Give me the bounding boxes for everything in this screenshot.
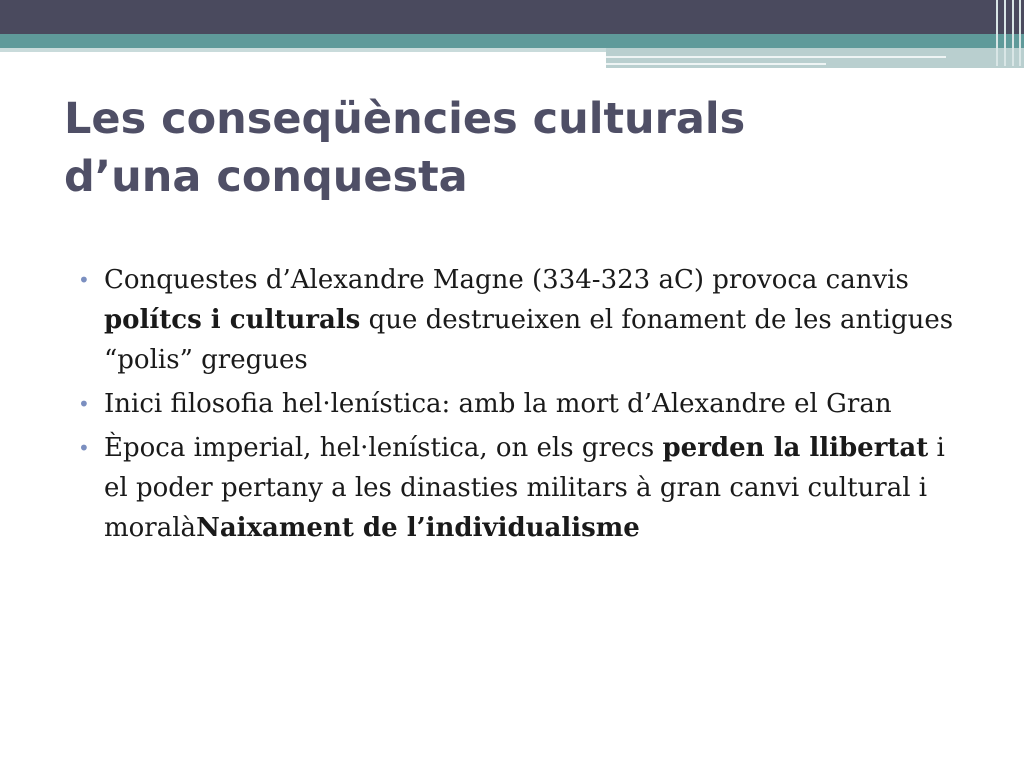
- bullet-item-hellenistic-philosophy: [78, 384, 958, 424]
- bullet-icon: •: [78, 268, 90, 292]
- bullet-icon: •: [78, 392, 90, 416]
- header-band-teal: [0, 34, 1024, 48]
- header-decorative-line: [606, 56, 946, 58]
- header-band-light: [0, 48, 606, 52]
- bullet-text: Època imperial, hel·lenística, on els grecs: [104, 433, 663, 463]
- slide-title-line-2: d’una conquesta: [64, 152, 468, 202]
- bullet-list: [78, 260, 958, 552]
- bullet-item-conquests: [78, 260, 958, 380]
- slide-title-line-1: Les conseqüències culturals: [64, 94, 746, 144]
- bullet-text: que destrueixen el fonament de les antigues “polis” gregues: [104, 305, 954, 375]
- bullet-bold-text: polítcs i culturals: [104, 305, 361, 335]
- decorative-vertical-stripes: [992, 0, 1024, 66]
- bullet-text: Conquestes d’Alexandre Magne (334-323 aC) provoca canvis: [104, 265, 909, 295]
- bullet-text: Inici filosofia hel·lenística: amb la mort d’Alexandre el Gran: [104, 389, 892, 419]
- bullet-bold-text: Naixament de l’individualisme: [196, 513, 640, 543]
- header-band-dark: [0, 0, 1024, 34]
- bullet-icon: •: [78, 436, 90, 460]
- slide-title: [64, 90, 964, 206]
- bullet-bold-text: perden la llibertat: [662, 433, 929, 463]
- bullet-item-imperial-era: [78, 428, 958, 548]
- bullet-text: i el poder pertany a les dinasties militars à gran canvi cultural i moralà: [104, 433, 945, 543]
- header-decorative-line: [606, 63, 826, 65]
- header-band-light-right: [606, 48, 1024, 68]
